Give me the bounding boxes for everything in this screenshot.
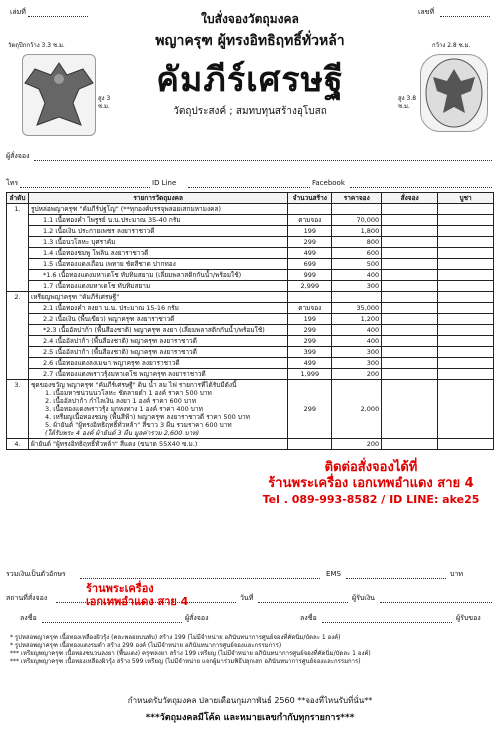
item-price: 70,000	[332, 215, 382, 226]
order-cell[interactable]	[382, 314, 438, 325]
main-title: คัมภีร์เศรษฐี	[156, 60, 344, 100]
item-name: 2.2 เนื้อเงิน (พื้นเขียว) พญาครุฑ ลงยาราชาวดี	[28, 314, 287, 325]
group-no: 4.	[7, 439, 29, 450]
contact-title: ติดต่อสั่งจองได้ที่	[324, 460, 418, 475]
order-cell[interactable]	[382, 215, 438, 226]
form-title: ใบสั่งจองวัตถุมงคล	[201, 12, 299, 26]
item-name: 1.1 เนื้อทองคำ ไพรูรย์ น.น.ประมาณ 35-40 กรัม	[28, 215, 287, 226]
receiver-sign-label: ผู้รับของ	[456, 614, 481, 622]
item-qty: 499	[288, 358, 332, 369]
item-price: 400	[332, 270, 382, 281]
table-row	[7, 237, 494, 248]
pay-cell[interactable]	[438, 259, 494, 270]
item-qty: 199	[288, 226, 332, 237]
order-cell[interactable]	[382, 237, 438, 248]
item-qty: 299	[288, 325, 332, 336]
note-item: * รูปหล่อพญาครุฑ เนื้อทองแดงรมดำ สร้าง 299 องค์ (ไม่มีจำหน่าย อภินันทนาการศูนย์จองและกรรมการ)	[10, 642, 282, 649]
item-price: 35,000	[332, 303, 382, 314]
contact-phone: Tel . 089-993-8582 / ID LINE: ake25	[262, 493, 480, 506]
garuda-statue-image	[22, 54, 96, 136]
header-price: ราคาจอง	[332, 193, 382, 204]
place-label: สถานที่สั่งจอง	[6, 594, 48, 602]
orderer-sign-field[interactable]	[42, 622, 182, 623]
subtitle: พญาครุฑ ผู้ทรงอิทธิฤทธิ์ทั่วหล้า	[155, 33, 345, 49]
table-row	[7, 369, 494, 380]
group-title: รูปหล่อพญาครุฑ "คัมภีร์ปฐโญ" (**ทุกองค์บรรจุพลอยเสกมหามงคล)	[28, 204, 287, 215]
receiver-field[interactable]	[380, 602, 492, 603]
item-price: 600	[332, 248, 382, 259]
item-price: 300	[332, 281, 382, 292]
item-price: 1,200	[332, 314, 382, 325]
group-title: ผ้ายันต์ "ผู้ทรงอิทธิฤทธิ์ทั่วหล้า" สีแดง (ขนาด 55X40 ซ.ม.)	[28, 439, 287, 450]
item-price: 400	[332, 325, 382, 336]
table-row	[7, 347, 494, 358]
table-row	[7, 439, 494, 450]
item-qty: 399	[288, 347, 332, 358]
garuda-coin-image	[420, 54, 488, 132]
table-row	[7, 270, 494, 281]
header-no: ลำดับ	[7, 193, 29, 204]
pay-cell[interactable]	[438, 226, 494, 237]
item-price: 400	[332, 336, 382, 347]
item-price: 200	[332, 439, 382, 450]
note-item: *** เหรียญพญาครุฑ เนื้อทองชนวนลงยา (พื้นแดง) ครุฑลงยา สร้าง 199 เหรียญ (ไม่มีจำหน่าย อภินันทนาการศูนย์จองที่คัดนิ่ม/บัดละ 1 องค์)	[10, 650, 371, 657]
gift-summary: (ใต้รับพระ 4 องค์ ผ้ายันต์ 3 ผืน มูลค่ารวม 2,600 บาท)	[44, 429, 200, 437]
group-no: 3.	[7, 380, 29, 439]
item-name: 1.5 เนื้อทองแดงเถื่อน เพทาย ชัดสีชาด ปากทอง	[28, 259, 287, 270]
total-words-field[interactable]	[80, 578, 320, 579]
phone-field[interactable]	[20, 187, 150, 188]
note-item: * รูปหล่อพญาครุฑ เนื้อทองเหลืองผิวรุ้ง (คละพลอยบนพับ) สร้าง 199 (ไม่มีจำหน่าย อภินันทนาการศูนย์จองที่คัดนิ่ม/บัดละ 1 องค์)	[10, 634, 341, 641]
facebook-label: Facebook	[312, 179, 345, 187]
line-id-label: ID Line	[152, 179, 177, 187]
pay-cell[interactable]	[438, 314, 494, 325]
shop-stamp-line1: ร้านพระเครื่อง	[86, 582, 154, 595]
purpose-text: วัตถุประสงค์ ; สมทบทุนสร้างอุโบสถ	[173, 106, 327, 117]
table-row	[7, 292, 494, 303]
item-price: 800	[332, 237, 382, 248]
order-cell[interactable]	[382, 259, 438, 270]
item-name: 2.6 เนื้อทองแดงลงเมฆา พญาครุฑ ลงยาราชาวดี	[28, 358, 287, 369]
item-price: 300	[332, 358, 382, 369]
sign-label-2: ลงชื่อ	[300, 614, 317, 622]
item-price: 1,800	[332, 226, 382, 237]
order-cell[interactable]	[382, 281, 438, 292]
item-qty: 299	[288, 237, 332, 248]
header-qty: จำนวนสร้าง	[288, 193, 332, 204]
pay-cell[interactable]	[438, 281, 494, 292]
item-qty: 499	[288, 248, 332, 259]
orderer-sign-label: ผู้สั่งจอง	[185, 614, 209, 622]
gift-line: 4. เหรียญเนื้อทองชมพู (พื้นสีฟ้า) พญาครุฑ ลงยาราชาวดี ราคา 500 บาท	[44, 413, 250, 421]
shop-stamp-line2: เอกเทพอำแดง สาย 4	[86, 595, 189, 608]
orderer-label: ผู้สั่งจอง	[6, 152, 30, 160]
book-no-label: เล่มที่	[10, 8, 26, 16]
order-cell[interactable]	[382, 347, 438, 358]
group-title: ชุดของขวัญ พญาครุฑ "คัมภีร์เศรษฐี" ดิน น้ำ ลม ไฟ รายการที่ได้รับมีดังนี้	[30, 381, 237, 389]
table-row	[7, 281, 494, 292]
number-label: เลขที่	[418, 8, 435, 16]
item-name: 2.1 เนื้อทองคำ ลงยา น.น. ประมาณ 15-16 กรัม	[28, 303, 287, 314]
pay-cell[interactable]	[438, 248, 494, 259]
order-cell[interactable]	[382, 369, 438, 380]
order-cell[interactable]	[382, 303, 438, 314]
receiver-sign-field[interactable]	[322, 622, 452, 623]
contact-watermark	[248, 460, 494, 508]
order-cell[interactable]	[382, 248, 438, 259]
item-name: 1.4 เนื้อทองชมพู โพลิน ลงยาราชาวดี	[28, 248, 287, 259]
item-price: 2,000	[332, 380, 382, 439]
gift-set-cell	[28, 380, 287, 439]
item-name: 2.4 เนื้ออัลปาก้า (พื้นสีองชาติ) พญาครุฑ ลงยาราชาวดี	[28, 336, 287, 347]
table-row	[7, 380, 494, 439]
item-qty: 199	[288, 314, 332, 325]
order-cell[interactable]	[382, 226, 438, 237]
pay-cell[interactable]	[438, 336, 494, 347]
notes-list	[10, 634, 492, 666]
order-cell[interactable]	[382, 336, 438, 347]
item-price: 200	[332, 369, 382, 380]
item-qty: 299	[288, 336, 332, 347]
ems-label: EMS	[326, 570, 341, 578]
gift-line: 2. เนื้ออัลปาก้า กำไลเงิน ลงยา 1 องค์ ราคา 600 บาท	[44, 397, 196, 405]
gift-line: 3. เนื้อทองแดงพราวรุ้ง มุกหงทาง 1 องค์ ราคา 400 บาท	[44, 405, 203, 413]
order-cell[interactable]	[382, 439, 438, 450]
phone-label: โทร	[6, 179, 19, 187]
left-size-note: วัตถุปีกกว้าง 3.3 ซ.ม.	[8, 42, 65, 49]
facebook-field[interactable]	[350, 187, 492, 188]
baht-label: บาท	[450, 570, 463, 578]
total-label: รวมเงินเป็นตัวอักษร	[6, 570, 66, 578]
order-cell[interactable]	[382, 270, 438, 281]
right-size-note: กว้าง 2.8 ซ.ม.	[432, 42, 471, 49]
group-no: 2.	[7, 292, 29, 380]
pay-cell[interactable]	[438, 347, 494, 358]
item-qty: 2,999	[288, 281, 332, 292]
table-row	[7, 248, 494, 259]
table-row	[7, 303, 494, 314]
table-row	[7, 314, 494, 325]
item-price: 300	[332, 347, 382, 358]
item-qty: 299	[288, 380, 332, 439]
table-row	[7, 259, 494, 270]
group-no: 1.	[7, 204, 29, 292]
header-order: สั่งจอง	[382, 193, 438, 204]
group-title: เหรียญพญาครุฑ "คัมภีร์เศรษฐี"	[28, 292, 287, 303]
gift-line: 1. เนื้อมหาชนวนนวโลหะ ชัดลายดำ 1 องค์ ราคา 500 บาท	[44, 389, 212, 397]
order-cell[interactable]	[382, 325, 438, 336]
item-qty: ตามจอง	[288, 303, 332, 314]
item-qty: 999	[288, 270, 332, 281]
order-cell[interactable]	[382, 358, 438, 369]
table-row	[7, 204, 494, 215]
left-height-note: สูง 3 ซ.ม.	[98, 95, 111, 110]
gift-line: 5. ผ้ายันต์ "ผู้ทรงอิทธิฤทธิ์ทั่วหล้า" สีขาว 3 ผืน รวมราคา 600 บาท	[44, 421, 232, 429]
table-row	[7, 336, 494, 347]
note-item: *** เหรียญพญาครุฑ เนื้อทองเหลืองผิวรุ้ง สร้าง 599 เหรียญ (ไม่มีจำหน่าย แจกผู้มาร่วมพิธีปลุกเสก อภินันทนาการศูนย์จองและกรรมการ)	[10, 658, 361, 665]
pay-cell[interactable]	[438, 237, 494, 248]
orderer-field[interactable]	[34, 160, 492, 161]
pay-cell[interactable]	[438, 439, 494, 450]
header-item: รายการวัตถุมงคล	[28, 193, 287, 204]
right-height-note: สูง 3.8 ซ.ม.	[398, 95, 417, 110]
pay-cell[interactable]	[438, 325, 494, 336]
date-label: วันที่	[240, 594, 254, 602]
receive-date-text: กำหนดรับวัตถุมงคล ปลายเดือนกุมภาพันธ์ 2560 **จองที่ไหนรับที่นั่น**	[127, 696, 373, 705]
line-id-field[interactable]	[188, 187, 310, 188]
code-warning-text: ***วัตถุมงคลมีโค้ด และหมายเลขกำกับทุกรายการ***	[145, 713, 355, 723]
item-name: 1.2 เนื้อเงิน ประกายเพชร ลงยาราชาวดี	[28, 226, 287, 237]
item-qty: ตามจอง	[288, 215, 332, 226]
pay-cell[interactable]	[438, 369, 494, 380]
pay-cell[interactable]	[438, 380, 494, 439]
order-cell[interactable]	[382, 380, 438, 439]
date-field[interactable]	[258, 602, 348, 603]
item-name: *2.3 เนื้ออัลปาก้า (พื้นสีองชาติ) พญาครุฑ ลงยา (เลี่ยมพลาสติกกันน้ำ/พร้อมใช้)	[28, 325, 287, 336]
ems-field[interactable]	[346, 578, 446, 579]
sign-label: ลงชื่อ	[20, 614, 37, 622]
pay-cell[interactable]	[438, 303, 494, 314]
item-name: 1.3 เนื้อนวโลหะ บุศราคัม	[28, 237, 287, 248]
table-row	[7, 215, 494, 226]
pay-cell[interactable]	[438, 270, 494, 281]
item-name: *1.6 เนื้อทองแดงมหาเดโช ทับทิมสยาม (เลี่ยมพลาสติกกันน้ำ/พร้อมใช้)	[28, 270, 287, 281]
table-row	[7, 226, 494, 237]
item-name: 2.7 เนื้อทองแดงพราวรุ้งมหาเดโช พญาครุฑ ลงยาราชาวดี	[28, 369, 287, 380]
item-qty: 699	[288, 259, 332, 270]
item-name: 2.5 เนื้ออัลปาก้า (พื้นสีองชาติ) พญาครุฑ ลงยาราชาวดี	[28, 347, 287, 358]
item-name: 1.7 เนื้อทองแดงมหาเดโช ทับทิมสยาม	[28, 281, 287, 292]
header-pay: บูชา	[438, 193, 494, 204]
table-row	[7, 325, 494, 336]
shop-stamp	[86, 582, 188, 608]
pay-cell[interactable]	[438, 358, 494, 369]
receiver-label: ผู้รับเงิน	[352, 594, 375, 602]
table-header-row	[7, 193, 494, 204]
item-qty: 1,999	[288, 369, 332, 380]
contact-shop: ร้านพระเครื่อง เอกเทพอำแดง สาย 4	[268, 476, 474, 491]
pay-cell[interactable]	[438, 215, 494, 226]
order-table	[6, 192, 494, 450]
table-row	[7, 358, 494, 369]
item-qty	[288, 439, 332, 450]
item-price: 500	[332, 259, 382, 270]
